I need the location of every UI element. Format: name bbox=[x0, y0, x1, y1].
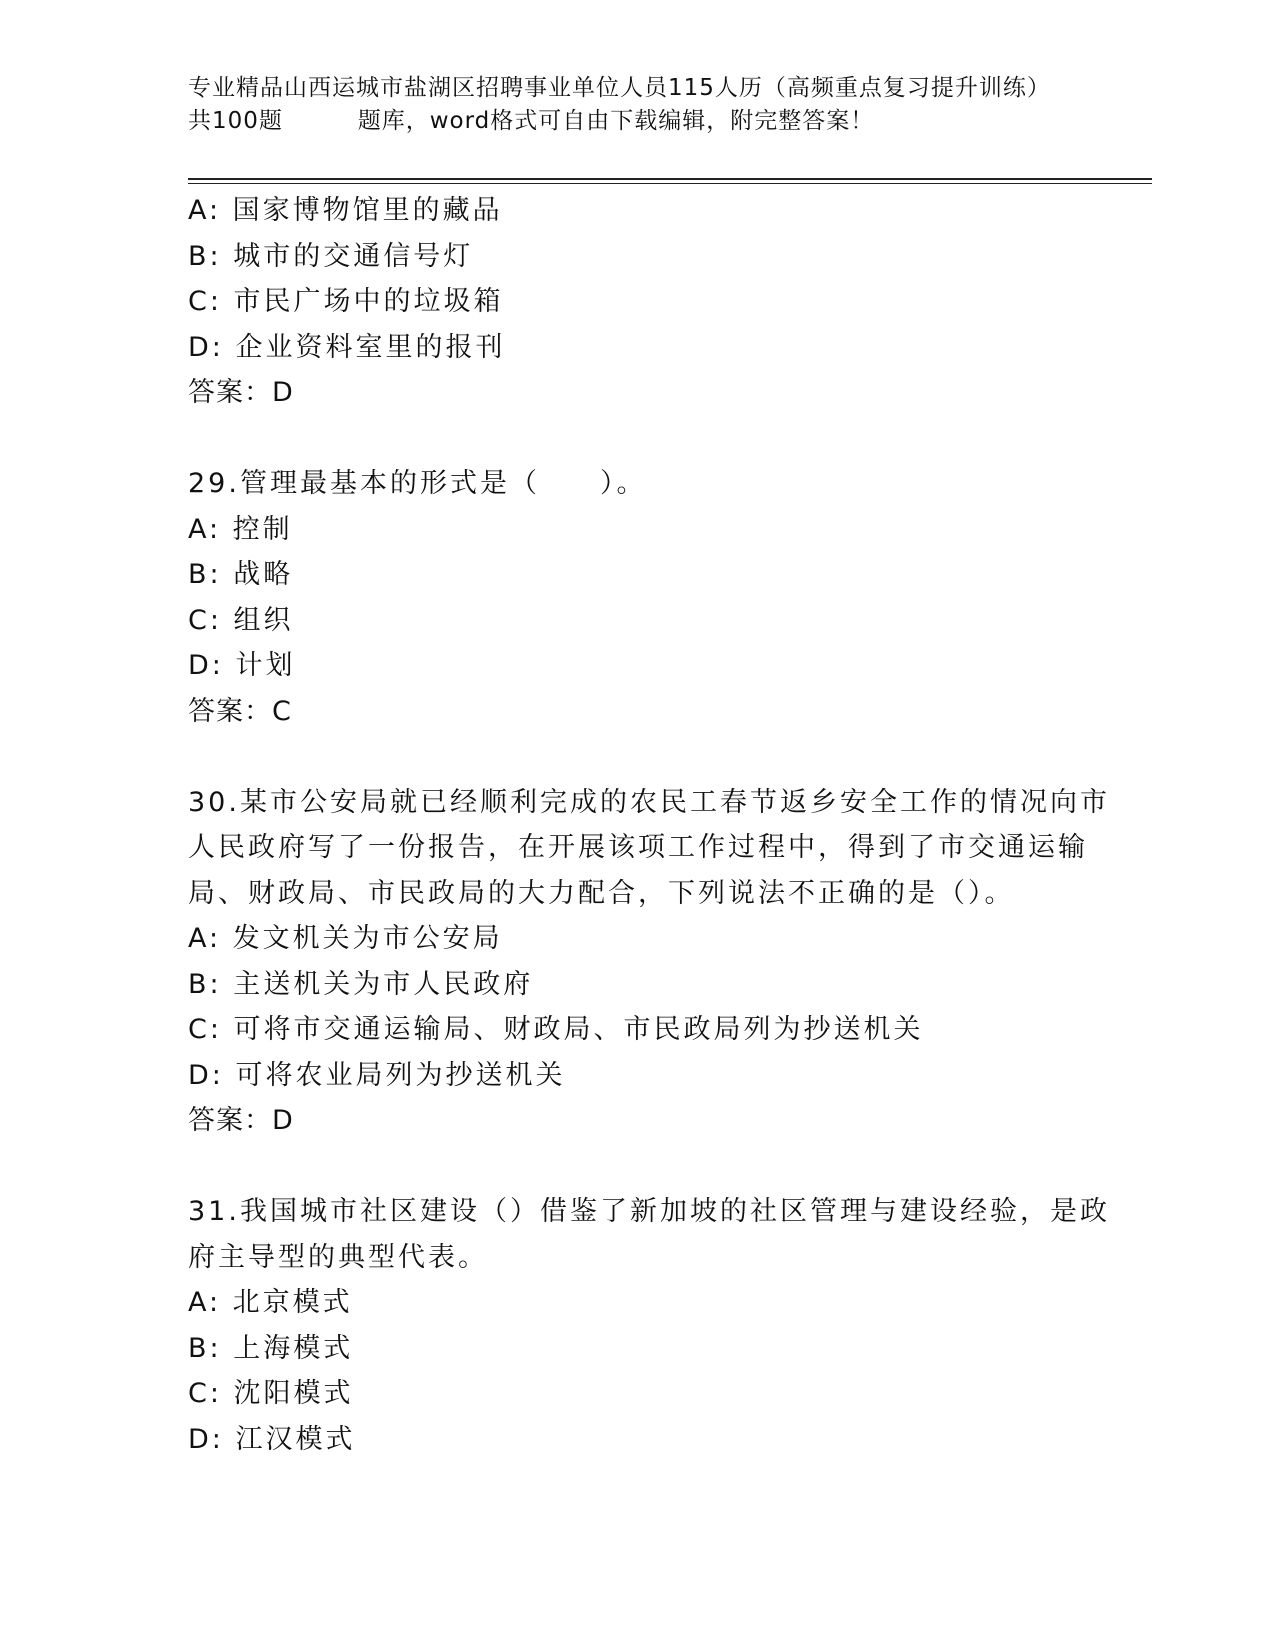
spacer bbox=[188, 416, 1088, 462]
option-b: B: 战略 bbox=[188, 559, 294, 590]
option-d: D: 企业资料室里的报刊 bbox=[188, 331, 506, 363]
question-stem-line-1: 30.某市公安局就已经顺利完成的农民工春节返乡安全工作的情况向市 bbox=[188, 786, 1110, 818]
option-d: D: 可将农业局列为抄送机关 bbox=[188, 1059, 566, 1091]
spacer bbox=[188, 1144, 1088, 1190]
spacer bbox=[188, 734, 1088, 780]
header-title-line-2: 共100题 题库，word格式可自由下载编辑，附完整答案！ bbox=[188, 108, 875, 134]
option-c: C: 可将市交通运输局、财政局、市民政局列为抄送机关 bbox=[188, 1014, 924, 1045]
answer: 答案：C bbox=[188, 695, 292, 727]
question-stem-line-1: 31.我国城市社区建设（）借鉴了新加坡的社区管理与建设经验，是政 bbox=[188, 1196, 1110, 1227]
option-d: D: 计划 bbox=[188, 650, 296, 681]
option-b: B: 主送机关为市人民政府 bbox=[188, 968, 534, 1000]
question-stem-line-3: 局、财政局、市民政局的大力配合，下列说法不正确的是（）。 bbox=[188, 877, 1015, 909]
answer: 答案：D bbox=[188, 1105, 294, 1136]
option-b: B: 城市的交通信号灯 bbox=[188, 240, 474, 272]
question-stem: 29.管理最基本的形式是（ ）。 bbox=[188, 468, 647, 499]
option-a: A: 控制 bbox=[188, 513, 293, 545]
option-c: C: 组织 bbox=[188, 604, 294, 636]
option-a: A: 发文机关为市公安局 bbox=[188, 923, 503, 954]
option-c: C: 沈阳模式 bbox=[188, 1378, 354, 1409]
option-a: A: 北京模式 bbox=[188, 1287, 353, 1318]
option-a: A: 国家博物馆里的藏品 bbox=[188, 195, 503, 226]
question-31 bbox=[188, 1189, 1110, 1462]
option-d: D: 江汉模式 bbox=[188, 1423, 356, 1455]
question-stem-line-2: 人民政府写了一份报告，在开展该项工作过程中，得到了市交通运输 bbox=[188, 832, 1088, 863]
document-header bbox=[188, 72, 1088, 138]
header-divider-thick bbox=[188, 178, 1152, 180]
question-list bbox=[188, 188, 1110, 1462]
option-c: C: 市民广场中的垃圾箱 bbox=[188, 286, 504, 317]
question-30 bbox=[188, 780, 1110, 1144]
option-b: B: 上海模式 bbox=[188, 1332, 354, 1364]
question-29 bbox=[188, 461, 1088, 734]
header-divider-thin bbox=[188, 183, 1152, 184]
question-stem-line-2: 府主导型的典型代表。 bbox=[188, 1241, 488, 1273]
answer: 答案：D bbox=[188, 377, 294, 408]
header-title-line-1: 专业精品山西运城市盐湖区招聘事业单位人员115人历（高频重点复习提升训练） bbox=[188, 75, 1051, 101]
question-28 bbox=[188, 188, 1088, 416]
